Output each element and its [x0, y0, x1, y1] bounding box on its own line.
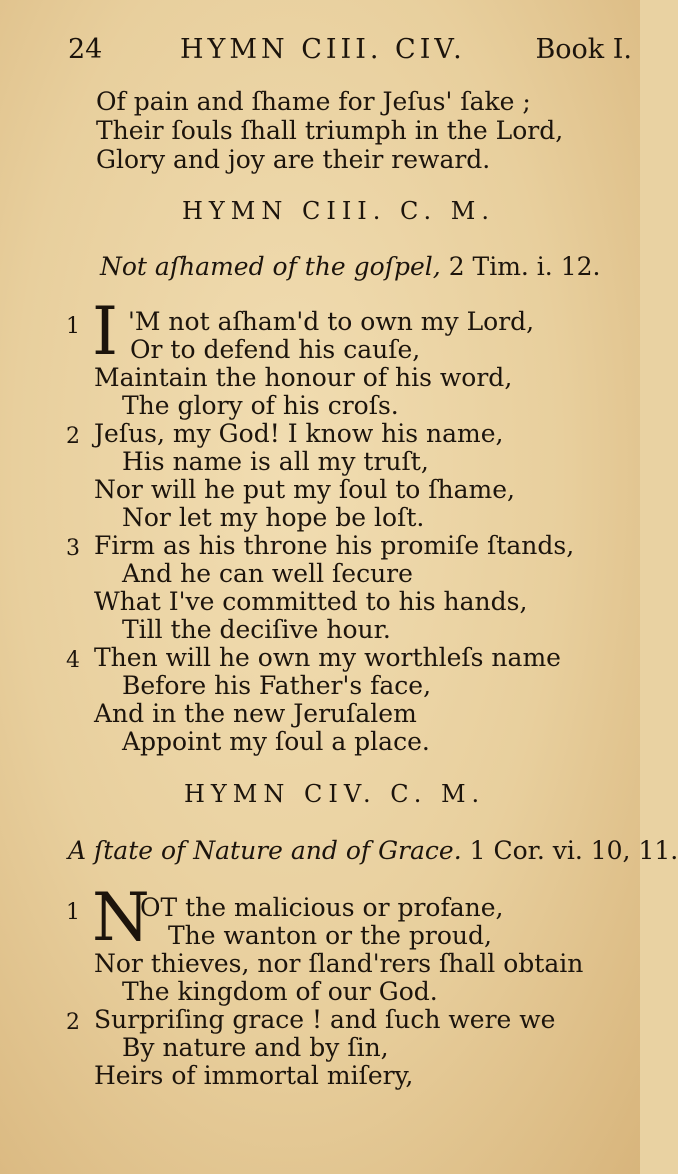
verse-line: Of pain and ſhame for Jeſus' ſake ;: [96, 87, 531, 116]
running-header: [68, 34, 632, 68]
verse-line: The glory of his croſs.: [122, 391, 399, 420]
subtitle-text: A ſtate of Nature and of Grace.: [68, 836, 462, 865]
running-title: HYMN CIII. CIV.: [180, 34, 466, 65]
hymn-subtitle: [100, 252, 600, 281]
verse-line: OT the malicious or profane,: [140, 893, 504, 922]
drop-cap: N: [92, 879, 150, 956]
verse-number: 1: [66, 900, 80, 925]
verse-line: Maintain the honour of his word,: [94, 363, 513, 392]
verse-number: 1: [66, 314, 80, 339]
verse-line: The kingdom of our God.: [122, 977, 438, 1006]
verse-line: Nor thieves, nor ſland'rers ſhall obtain: [94, 949, 584, 978]
scripture-reference: 1 Cor. vi. 10, 11.: [469, 836, 678, 865]
verse-line: 'M not aſham'd to own my Lord,: [128, 307, 535, 336]
verse-line: The wanton or the proud,: [168, 921, 492, 950]
verse-number: 3: [66, 536, 80, 561]
subtitle-text: Not aſhamed of the goſpel,: [100, 252, 441, 281]
drop-cap: I: [92, 293, 119, 370]
verse-line: Firm as his throne his promiſe ſtands,: [94, 531, 575, 560]
verse-number: 2: [66, 1010, 80, 1035]
verse-line: Their ſouls ſhall triumph in the Lord,: [96, 116, 564, 145]
verse-line: Nor let my hope be loſt.: [122, 503, 425, 532]
verse-line: Surpriſing grace ! and ſuch were we: [94, 1005, 556, 1034]
verse-line: Or to defend his cauſe,: [130, 335, 421, 364]
verse-line: Till the deciſive hour.: [122, 615, 391, 644]
verse-line: Appoint my ſoul a place.: [122, 727, 430, 756]
verse-line: And in the new Jeruſalem: [94, 699, 417, 728]
hymn-title: HYMN CIV. C. M.: [184, 780, 486, 808]
verse-line: And he can well ſecure: [122, 559, 413, 588]
verse-line: What I've committed to his hands,: [94, 587, 528, 616]
verse-line: His name is all my truſt,: [122, 447, 429, 476]
verse-line: By nature and by ſin,: [122, 1033, 389, 1062]
hymn-subtitle: [68, 836, 678, 865]
verse-line: Nor will he put my ſoul to ſhame,: [94, 475, 515, 504]
verse-line: Jeſus, my God! I know his name,: [94, 419, 504, 448]
page-number: 24: [68, 34, 103, 65]
verse-line: Then will he own my worthleſs name: [94, 643, 561, 672]
hymn-title: HYMN CIII. C. M.: [182, 197, 496, 225]
verse-number: 4: [66, 648, 80, 673]
verse-line: Heirs of immortal miſery,: [94, 1061, 414, 1090]
scripture-reference: 2 Tim. i. 12.: [448, 252, 601, 281]
verse-line: Before his Father's face,: [122, 671, 432, 700]
verse-line: Glory and joy are their reward.: [96, 145, 491, 174]
verse-number: 2: [66, 424, 80, 449]
book-label: Book I.: [535, 34, 632, 65]
